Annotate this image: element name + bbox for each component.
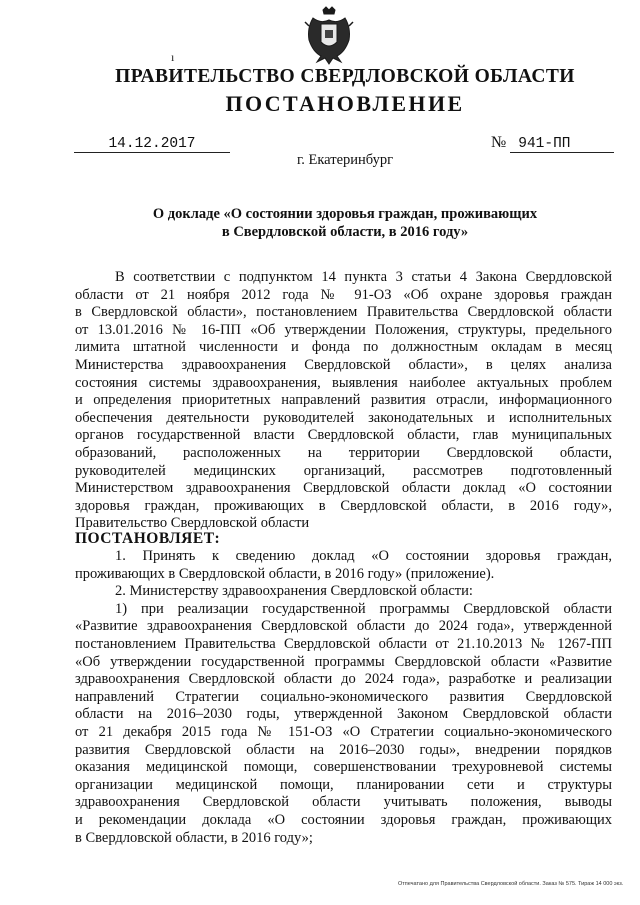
items-line: проживающих в Свердловской области, в 2016 году» (приложение). — [75, 565, 495, 582]
document-title-line-2: в Свердловской области, в 2016 году» — [221, 224, 469, 240]
intro-line: области от 21 ноября 2012 года № 91-ОЗ «Об охране здоровья граждан — [75, 286, 612, 303]
postanovlyaet-heading: ПОСТАНОВЛЯЕТ: — [75, 530, 221, 547]
print-imprint: Отпечатано для Правительства Свердловской области. Заказ № 575. Тираж 14 000 экз. — [398, 881, 624, 887]
intro-line: от 13.01.2016 № 16-ПП «Об утверждении Положения, структуры, предельного — [75, 321, 612, 338]
items-line: 2. Министерству здравоохранения Свердловской области: — [115, 583, 473, 600]
intro-line: в Свердловской области», постановлением Правительства Свердловской области — [75, 304, 612, 321]
items-line: здравоохранения Свердловской области до 2024 года», разработке и реализации — [75, 671, 612, 688]
items-line: постановлением Правительства Свердловской области от 21.10.2013 № 1267-ПП — [75, 636, 612, 652]
items-line: организации медицинской помощи, планировании сети и структуры — [75, 776, 612, 793]
document-number-block — [491, 134, 614, 153]
intro-line: образований, расположенных на территории Свердловской области, — [75, 445, 612, 461]
intro-line: Правительство Свердловской области — [75, 515, 310, 532]
intro-line: обеспечения деятельности руководителей законодательных и исполнительных — [75, 409, 612, 426]
coat-of-arms-emblem — [303, 6, 355, 66]
items-line: области на 2016–2030 годы, утвержденной Законом Свердловской области — [75, 706, 612, 723]
number-label: № — [491, 134, 507, 151]
intro-line: руководителей медицинских организаций, рассмотрев подготовленный — [75, 462, 612, 479]
document-type-heading: ПОСТАНОВЛЕНИЕ — [225, 91, 465, 116]
intro-line: Министерства здравоохранения Свердловской области», в целях анализа — [75, 357, 612, 373]
city-line: г. Екатеринбург — [296, 152, 394, 168]
items-line: от 21 декабря 2015 года № 151-ОЗ «О Стратегии социально-экономического — [75, 724, 612, 740]
items-line: «Развитие здравоохранения Свердловской области до 2024 года», утвержденной — [75, 618, 612, 635]
items-line: и рекомендации доклада «О состоянии здоровья граждан, проживающих — [75, 812, 612, 828]
intro-line: органов государственной власти Свердловской области, глав муниципальных — [75, 427, 612, 444]
document-date: 14.12.2017 — [74, 136, 230, 153]
items-line: развития Свердловской области на 2016–2030 годы», внедрении порядков — [75, 741, 612, 758]
items-line: «Об утверждении государственной программы Свердловской области «Развитие — [75, 653, 612, 670]
document-number: 941-ПП — [510, 136, 614, 153]
document-title-line-1: О докладе «О состоянии здоровья граждан, проживающих — [152, 206, 538, 222]
items-line: оказания медицинской помощи, совершенствовании трехуровневой системы — [75, 759, 612, 776]
intro-line: лимита штатной численности и фонда по должностным окладам в месяц — [75, 339, 612, 356]
intro-line: В соответствии с подпунктом 14 пункта 3 статьи 4 Закона Свердловской — [115, 269, 612, 285]
intro-line: Министерством здравоохранения Свердловской области доклад «О состоянии — [75, 480, 612, 497]
margin-mark: ı — [171, 50, 175, 64]
items-line: направлений Стратегии социально-экономического развития Свердловской — [75, 688, 612, 705]
items-line: 1) при реализации государственной программы Свердловской области — [115, 600, 612, 617]
government-heading: ПРАВИТЕЛЬСТВО СВЕРДЛОВСКОЙ ОБЛАСТИ — [115, 66, 575, 87]
items-line: в Свердловской области, в 2016 году»; — [75, 829, 313, 846]
intro-line: и определения приоритетных направлений развития отрасли, информационного — [75, 392, 612, 409]
intro-line: состояния системы здравоохранения, выявления наиболее актуальных проблем — [75, 374, 612, 391]
items-line: 1. Принять к сведению доклад «О состоянии здоровья граждан, — [115, 548, 612, 564]
items-line: здравоохранения Свердловской области учитывать положения, выводы — [75, 794, 612, 811]
intro-line: здоровья граждан, проживающих в Свердловской области, в 2016 году», — [75, 497, 612, 514]
